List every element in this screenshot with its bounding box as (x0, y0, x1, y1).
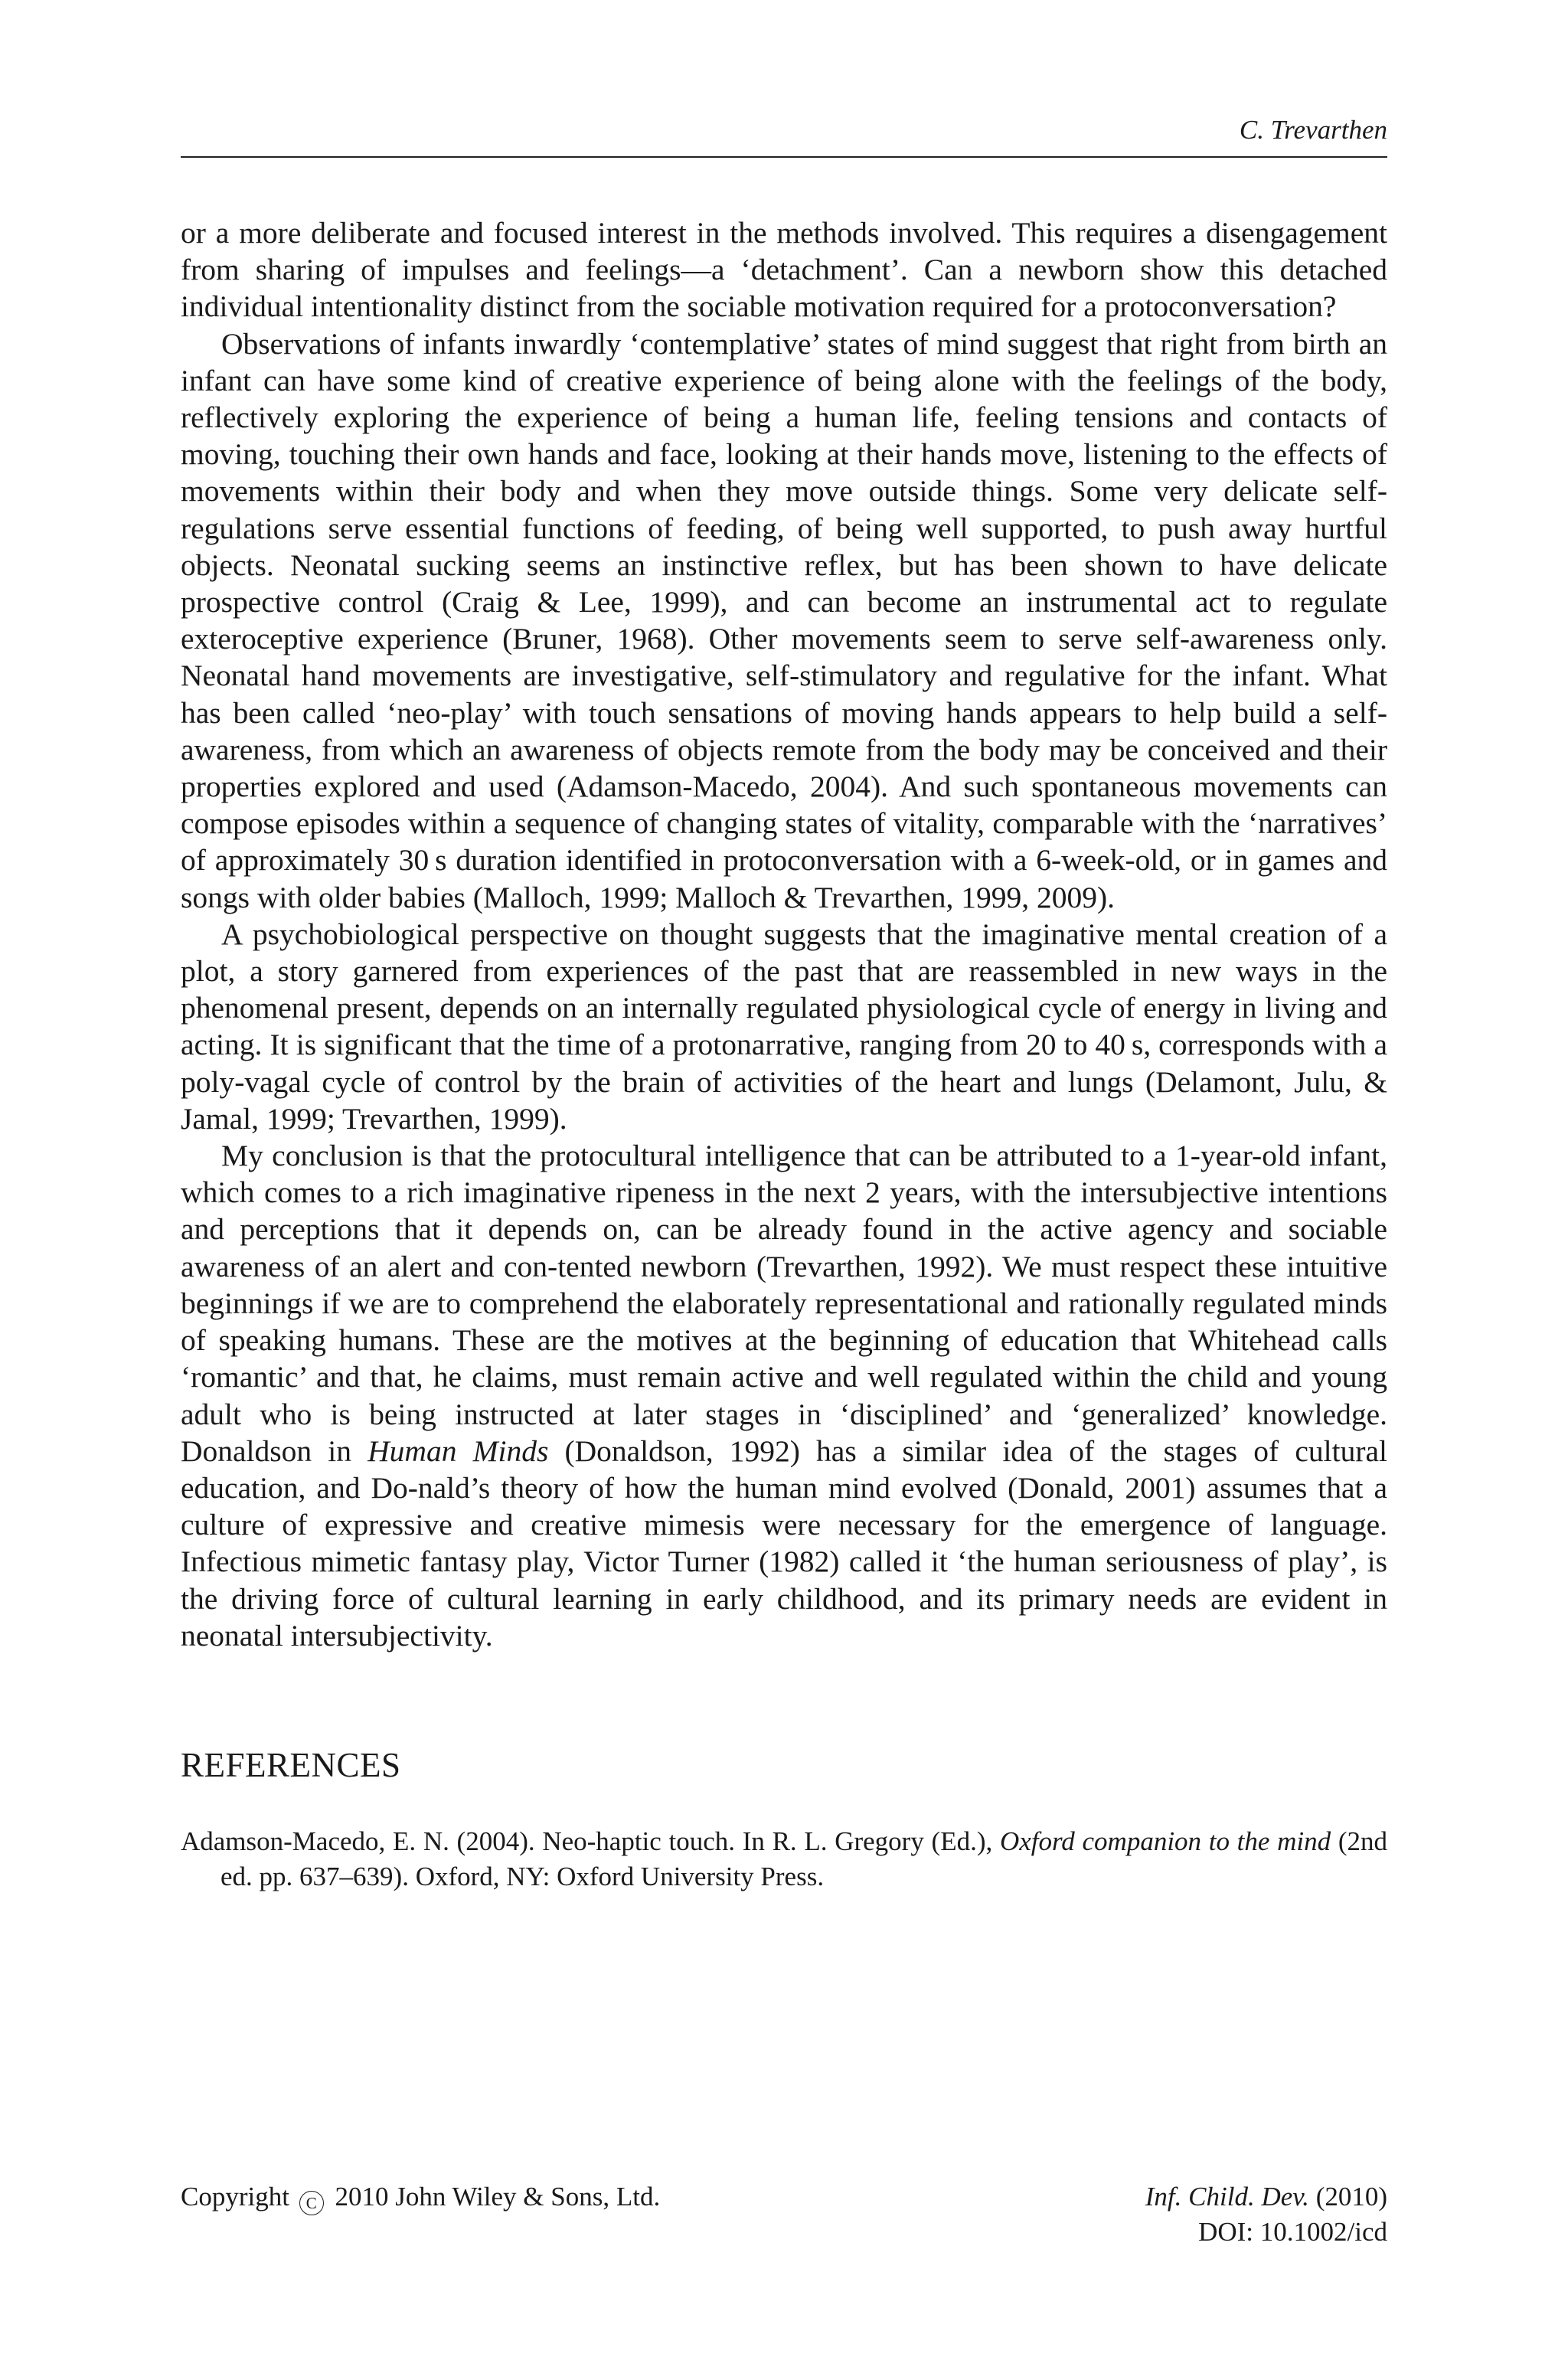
text-run: My conclusion is that the protocultural intelligence that can be attributed to a 1-year-old infant, which comes to a rich imaginative ripeness in the next 2 years, with the intersubjective intentions and perceptions that it depends on, can be already found in the active agency and sociable awareness of an alert and con-tented newborn (Trevarthen, 1992). We must respect these intuitive beginnings if we are to comprehend the elaborately representational and rationally regulated minds of speaking humans. These are the motives at the beginning of education that Whitehead calls ‘romantic’ and that, he claims, must remain active and well regulated within the child and young adult who is being instructed at later stages in ‘disciplined’ and ‘generalized’ knowledge. Donaldson in (181, 1139, 1387, 1468)
running-head: C. Trevarthen (181, 115, 1387, 158)
text-run: or a more deliberate and focused interest in the methods involved. This requires a disengagement from sharing of impulses and feelings—a ‘detachment’. Can a newborn show this detached individual intentionality distinct from the sociable motivation required for a protoconversation? (181, 216, 1387, 324)
text-run: (Donaldson, 1992) has a similar idea of the stages of cultural education, and Do-nald’s theory of how the human mind evolved (Donald, 2001) assumes that a culture of expressive and creative mimesis were necessary for the emergence of language. Infectious mimetic fantasy play, Victor Turner (1982) called it ‘the human seriousness of play’, is the driving force of cultural learning in early childhood, and its primary needs are evident in neonatal intersubjectivity. (181, 1433, 1387, 1653)
italic-text: Human Minds (368, 1433, 549, 1468)
reference-entry (181, 1824, 1387, 1894)
copyright-icon: C (299, 2191, 324, 2215)
body-paragraph (181, 916, 1387, 1137)
copyright-text: 2010 John Wiley & Sons, Ltd. (335, 2182, 661, 2212)
text-run: (2nd ed. pp. 637–639). Oxford, NY: Oxford University Press. (220, 1826, 1388, 1891)
italic-text: Oxford companion to the mind (999, 1826, 1331, 1856)
text-run: Adamson-Macedo, E. N. (2004). Neo-haptic touch. In R. L. Gregory (Ed.), (181, 1826, 1000, 1856)
doi: DOI: 10.1002/icd (1198, 2217, 1387, 2247)
references-heading: REFERENCES (181, 1745, 401, 1784)
body-paragraph (181, 214, 1387, 325)
body-paragraph (181, 325, 1387, 916)
journal-line (1145, 2179, 1387, 2215)
text-run: A psychobiological perspective on thought suggests that the imaginative mental creation of a plot, a story garnered from experiences of the past that are reassembled in new ways in the phenomenal present, depends on an internally regulated physiological cycle of energy in living and acting. It is significant that the time of a protonarrative, ranging from 20 to 40 s, corresponds with a poly-vagal cycle of control by the brain of activities of the heart and lungs (Delamont, Julu, & Jamal, 1999; Trevarthen, 1999). (181, 917, 1387, 1136)
page-content (181, 115, 1387, 1894)
journal-name: Inf. Child. Dev. (1145, 2182, 1309, 2212)
references-list (181, 1824, 1387, 1894)
body-text (181, 214, 1387, 1654)
copyright-line (181, 2179, 660, 2215)
body-paragraph (181, 1137, 1387, 1654)
text-run: Observations of infants inwardly ‘contemplative’ states of mind suggest that right from birth an infant can have some kind of creative experience of being alone with the feelings of the body, reflectively exploring the experience of being a human life, feeling tensions and contacts of moving, touching their own hands and face, looking at their hands move, listening to the effects of movements within their body and when they move outside things. Some very delicate self-regulations serve essential functions of feeding, of being well supported, to push away hurtful objects. Neonatal sucking seems an instinctive reflex, but has been shown to have delicate prospective control (Craig & Lee, 1999), and can become an instrumental act to regulate exteroceptive experience (Bruner, 1968). Other movements seem to serve self-awareness only. Neonatal hand movements are investigative, self-stimulatory and regulative for the infant. What has been called ‘neo-play’ with touch sensations of moving hands appears to help build a self-awareness, from which an awareness of objects remote from the body may be conceived and their properties explored and used (Adamson-Macedo, 2004). And such spontaneous movements can compose episodes within a sequence of changing states of vitality, comparable with the ‘narratives’ of approximately 30 s duration identified in protoconversation with a 6-week-old, or in games and songs with older babies (Malloch, 1999; Malloch & Trevarthen, 1999, 2009). (181, 326, 1387, 914)
copyright-prefix: Copyright (181, 2182, 289, 2212)
journal-year: (2010) (1315, 2182, 1387, 2212)
journal-citation (1145, 2179, 1387, 2250)
